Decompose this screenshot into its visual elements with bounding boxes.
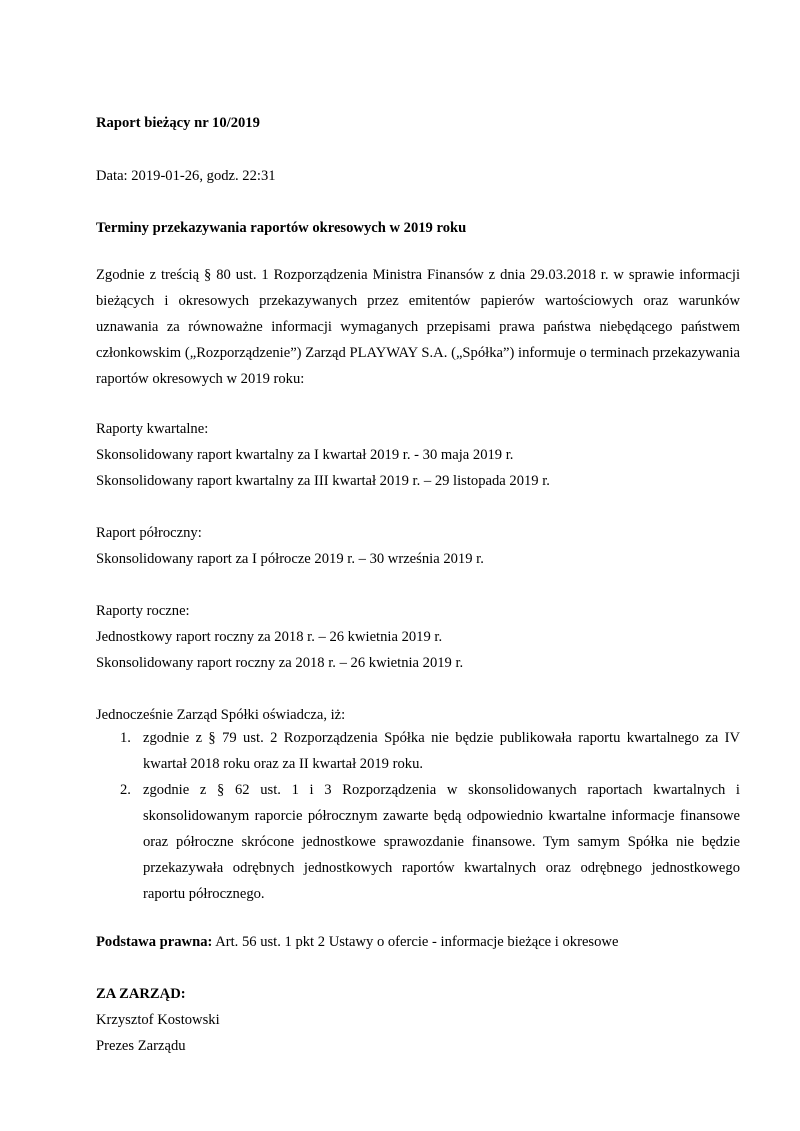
semiannual-heading: Raport półroczny: <box>96 525 202 541</box>
legal-basis <box>96 932 618 952</box>
report-title: Raport bieżący nr 10/2019 <box>96 115 260 131</box>
declaration-item-text: zgodnie z § 79 ust. 2 Rozporządzenia Spółka nie będzie publikowała raportu kwartalnego za IV kwartał 2018 roku oraz za II kwartał 2019 roku. <box>143 730 740 772</box>
signatory-name: Krzysztof Kostowski <box>96 1012 220 1028</box>
annual-heading: Raporty roczne: <box>96 603 190 619</box>
annual-item: Jednostkowy raport roczny za 2018 r. – 26 kwietnia 2019 r. <box>96 629 443 645</box>
quarterly-heading: Raporty kwartalne: <box>96 421 209 437</box>
declaration-item-number: 1. <box>120 730 131 746</box>
signature-heading: ZA ZARZĄD: <box>96 986 186 1002</box>
quarterly-item: Skonsolidowany raport kwartalny za III kwartał 2019 r. – 29 listopada 2019 r. <box>96 473 550 489</box>
report-subject: Terminy przekazywania raportów okresowych w 2019 roku <box>96 220 467 236</box>
report-date: Data: 2019-01-26, godz. 22:31 <box>96 168 276 184</box>
legal-basis-label: Podstawa prawna: <box>96 934 213 950</box>
declaration-item <box>96 725 740 777</box>
declaration-list <box>96 725 740 907</box>
signatory-role: Prezes Zarządu <box>96 1038 186 1054</box>
declaration-item-number: 2. <box>120 782 131 798</box>
intro-paragraph: Zgodnie z treścią § 80 ust. 1 Rozporządzenia Ministra Finansów z dnia 29.03.2018 r. w sprawie informacji bieżących i okresowych przekazywanych przez emitentów papierów wartościowych oraz warunków uznawania za równoważne informacji wymaganych przepisami prawa państwa niebędącego państwem członkowskim („Rozporządzenie”) Zarząd PLAYWAY S.A. („Spółka”) informuje o terminach przekazywania raportów okresowych w 2019 roku: <box>96 267 740 387</box>
legal-basis-text: Art. 56 ust. 1 pkt 2 Ustawy o ofercie - informacje bieżące i okresowe <box>212 934 619 950</box>
annual-item: Skonsolidowany raport roczny za 2018 r. – 26 kwietnia 2019 r. <box>96 655 464 671</box>
quarterly-item: Skonsolidowany raport kwartalny za I kwartał 2019 r. - 30 maja 2019 r. <box>96 447 514 463</box>
declaration-intro: Jednocześnie Zarząd Spółki oświadcza, iż: <box>96 707 346 723</box>
semiannual-item: Skonsolidowany raport za I półrocze 2019 r. – 30 września 2019 r. <box>96 551 484 567</box>
declaration-item-text: zgodnie z § 62 ust. 1 i 3 Rozporządzenia w skonsolidowanych raportach kwartalnych i skonsolidowanym raporcie półrocznym zawarte będą odpowiednio kwartalne informacje finansowe oraz półroczne skrócone jednostkowe sprawozdanie finansowe. Tym samym Spółka nie będzie przekazywała odrębnych jednostkowych raportów kwartalnych oraz odrębnego jednostkowego raportu półrocznego. <box>143 782 740 902</box>
declaration-item <box>96 777 740 907</box>
